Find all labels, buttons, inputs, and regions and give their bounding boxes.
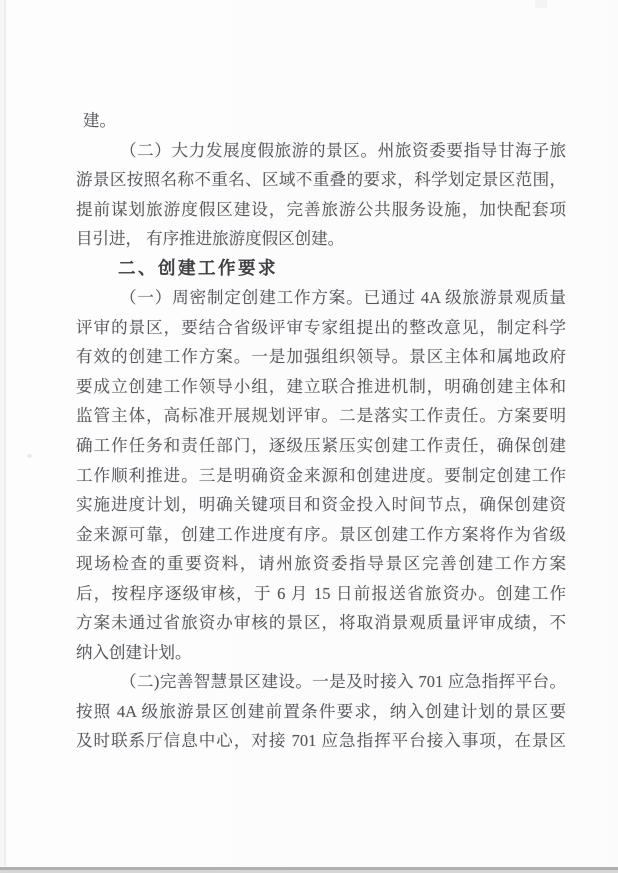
text-line: 工作顺利推进。三是明确资金来源和创建进度。要制定创建工作 <box>76 465 566 485</box>
text-line: 及时联系厅信息中心，对接 701 应急指挥平台接入事项，在景区 <box>76 731 566 751</box>
text-line: 金来源可靠，创建工作进度有序。景区创建工作方案将作为省级 <box>76 524 566 544</box>
text-line: 目引进， 有序推进旅游度假区创建。 <box>76 229 345 249</box>
text-line: 后，按程序逐级审核，于 6 月 15 日前报送省旅资办。创建工作 <box>76 583 566 603</box>
text-line: （二）大力发展度假旅游的景区。州旅资委要指导甘海子旅 <box>120 140 566 160</box>
text-line: （一）周密制定创建工作方案。已通过 4A 级旅游景观质量 <box>120 288 566 308</box>
text-line: 提前谋划旅游度假区建设，完善旅游公共服务设施，加快配套项 <box>76 199 566 219</box>
text-line: 按照 4A 级旅游景区创建前置条件要求，纳入创建计划的景区要 <box>76 701 566 721</box>
text-line: 纳入创建计划。 <box>76 642 192 662</box>
document-text <box>76 106 566 756</box>
scan-artifact <box>27 454 32 458</box>
text-line: 确工作任务和责任部门，逐级压紧压实创建工作责任，确保创建 <box>76 436 566 456</box>
text-line: 方案未通过省旅资办审核的景区，将取消景观质量评审成绩，不 <box>76 613 566 633</box>
scan-artifact <box>535 0 547 8</box>
text-line: 建。 <box>83 111 116 130</box>
text-line: 评审的景区，要结合省级评审专家组提出的整改意见，制定科学 <box>76 317 566 337</box>
text-line: 要成立创建工作领导小组，建立联合推进机制，明确创建主体和 <box>76 376 566 396</box>
page-left-edge-line <box>4 0 6 866</box>
text-line: 有效的创建工作方案。一是加强组织领导。景区主体和属地政府 <box>76 347 566 367</box>
text-line: 游景区按照名称不重名、区域不重叠的要求，科学划定景区范围， <box>76 170 566 190</box>
section-heading: 二、创建工作要求 <box>118 257 278 278</box>
text-line: 实施进度计划，明确关键项目和资金投入时间节点，确保创建资 <box>76 495 566 515</box>
text-line: （二)完善智慧景区建设。一是及时接入 701 应急指挥平台。 <box>120 672 566 692</box>
text-line: 现场检查的重要资料，请州旅资委指导景区完善创建工作方案 <box>76 554 566 574</box>
text-line: 监管主体，高标准开展规划评审。二是落实工作责任。方案要明 <box>76 406 566 426</box>
